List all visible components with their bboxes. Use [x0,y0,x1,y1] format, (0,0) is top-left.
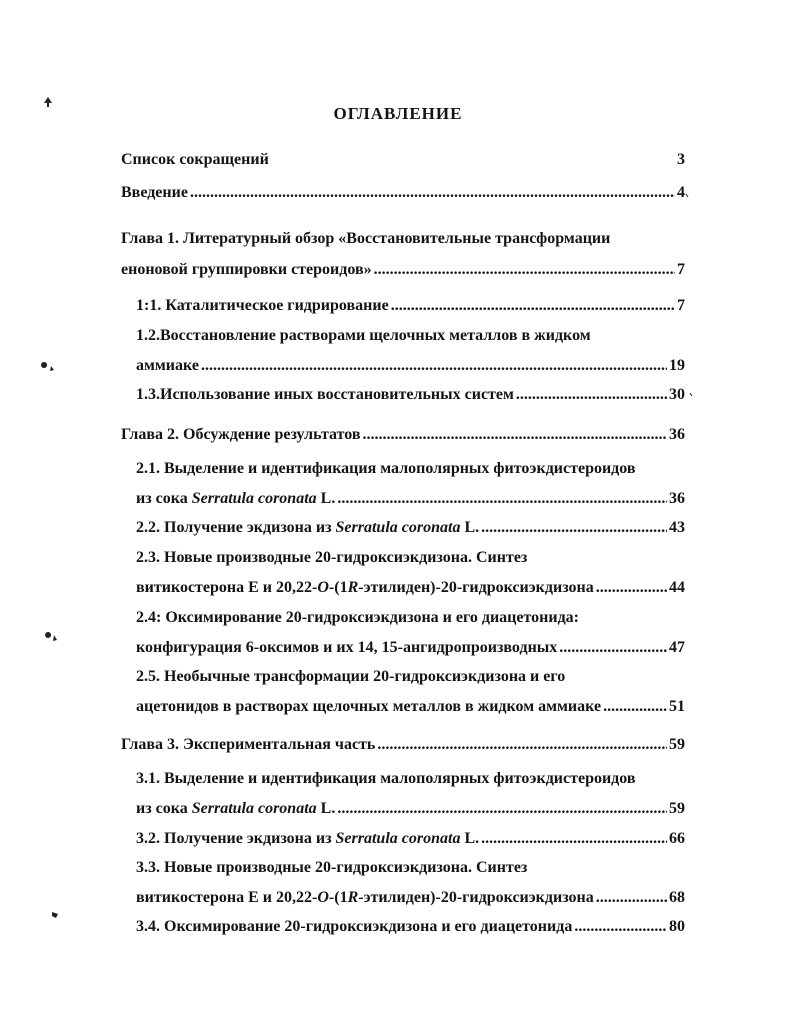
toc-entry-text: 3.4. Оксимирование 20-гидроксиэкдизона и его диацетонида [136,918,573,935]
toc-chapter-1-line2[interactable] [121,260,685,280]
toc-page-number: 80 [669,918,685,935]
toc-section-2-1-line2[interactable] [136,489,685,509]
toc-leader [481,829,667,849]
toc-section-2-4-line1[interactable]: 2.4: Оксимирование 20-гидроксиэкдизона и его диацетонида: [136,609,579,626]
toc-page-number: 68 [669,889,685,906]
toc-section-3-3-line2[interactable] [136,888,685,908]
toc-entry-text [136,489,335,509]
toc-section-2-3-line1[interactable]: 2.3. Новые производные 20-гидроксиэкдизона. Синтез [136,549,528,566]
text-part: 2.2. Получение экдизона из [136,519,336,536]
text-part: витикостерона Е и 20,22- [136,889,318,906]
toc-entry-text: 1.3.Использование иных восстановительных систем [136,386,514,403]
text-part: L. [316,490,336,507]
text-part: L. [460,830,480,847]
toc-section-2-5-line2[interactable] [136,697,685,717]
toc-entry-text [136,578,594,598]
toc-entry-text: Введение [121,184,188,201]
toc-section-3-3-line1[interactable]: 3.3. Новые производные 20-гидроксиэкдизона. Синтез [136,859,528,876]
italic-letter: O [317,889,329,906]
toc-leader [516,385,667,405]
toc-page-number: 47 [669,639,685,656]
toc-leader [603,697,667,717]
toc-leader [201,356,667,376]
toc-page-number: 44 [669,579,685,596]
toc-entry-introduction[interactable] [121,183,685,203]
toc-page-number: 19 [669,357,685,374]
speck-mark [690,393,692,396]
toc-page-number: 3 [677,151,685,168]
toc-entry-text: 1:1. Каталитическое гидрирование [136,297,389,314]
species-name: Serratula coronata [191,800,317,817]
text-part: из сока [136,800,192,817]
speck-mark [45,632,57,641]
toc-entry-text [136,888,594,908]
toc-leader [190,183,675,203]
text-part: из сока [136,490,192,507]
toc-page-number: 59 [669,736,685,753]
toc-entry-text: еноновой группировки стероидов» [121,261,372,278]
text-part: -(1 [328,579,348,596]
toc-page-number: 30 [669,386,685,403]
toc-entry-text: конфигурация 6-оксимов и их 14, 15-ангидропроизводных [136,639,558,656]
italic-letter: R [347,579,359,596]
toc-section-1-1[interactable] [136,296,685,316]
toc-section-2-1-line1[interactable]: 2.1. Выделение и идентификация малополярных фитоэкдистероидов [136,460,636,477]
toc-section-1-3[interactable] [136,385,685,405]
toc-page-number: 66 [669,830,685,847]
toc-section-3-2[interactable] [136,829,685,849]
toc-section-1-2-line1[interactable]: 1.2.Восстановление растворами щелочных металлов в жидком [136,327,591,344]
toc-section-2-2[interactable] [136,518,685,538]
text-part: -(1 [328,889,348,906]
toc-section-2-4-line2[interactable] [136,638,685,658]
toc-entry-text [136,518,479,538]
toc-leader [559,638,667,658]
toc-section-2-5-line1[interactable]: 2.5. Необычные трансформации 20-гидроксиэкдизона и его [136,668,566,685]
toc-page-number: 36 [669,426,685,443]
toc-entry-text: Список сокращений [121,151,269,168]
toc-leader [596,888,667,908]
toc-entry-abbreviations[interactable] [121,150,685,170]
toc-chapter-1-line1[interactable]: Глава 1. Литературный обзор «Восстановительные трансформации [121,230,611,247]
toc-entry-text: аммиаке [136,357,199,374]
italic-letter: R [347,889,359,906]
toc-page-number: 4 [677,184,685,201]
toc-section-2-3-line2[interactable] [136,578,685,598]
toc-leader [391,296,675,316]
text-part: 3.2. Получение экдизона из [136,830,336,847]
toc-section-3-1-line2[interactable] [136,799,685,819]
toc-page-number: 51 [669,698,685,715]
toc-page-number: 7 [677,297,685,314]
toc-section-1-2-line2[interactable] [136,356,685,376]
toc-leader [337,489,667,509]
italic-letter: O [317,579,329,596]
toc-chapter-2[interactable] [121,425,685,445]
page-title: ОГЛАВЛЕНИЕ [333,104,463,123]
toc-page-number: 36 [669,490,685,507]
toc-leader [481,518,667,538]
species-name: Serratula coronata [335,830,461,847]
toc-leader [377,735,667,755]
toc-entry-text [136,799,335,819]
toc-page-number: 43 [669,519,685,536]
toc-leader [363,425,667,445]
speck-mark [686,194,688,197]
speck-mark [41,362,54,371]
toc-entry-text: ацетонидов в растворах щелочных металлов в жидком аммиаке [136,698,602,715]
toc-entry-text [136,829,479,849]
text-part: L. [460,519,480,536]
toc-leader [574,917,667,937]
toc-leader [374,260,675,280]
text-part: L. [316,800,336,817]
text-part: -этилиден)-20-гидроксиэкдизона [358,889,594,906]
species-name: Serratula coronata [191,490,317,507]
toc-page-number: 7 [677,261,685,278]
toc-chapter-3[interactable] [121,735,685,755]
text-part: витикостерона Е и 20,22- [136,579,318,596]
toc-entry-text: Глава 2. Обсуждение результатов [121,426,361,443]
toc-section-3-4[interactable] [136,917,685,937]
text-part: -этилиден)-20-гидроксиэкдизона [358,579,594,596]
speck-mark [52,912,58,918]
toc-section-3-1-line1[interactable]: 3.1. Выделение и идентификация малополярных фитоэкдистероидов [136,770,636,787]
species-name: Serratula coronata [335,519,461,536]
toc-leader [337,799,667,819]
toc-page-number: 59 [669,800,685,817]
toc-leader [596,578,667,598]
toc-entry-text: Глава 3. Экспериментальная часть [121,736,376,753]
